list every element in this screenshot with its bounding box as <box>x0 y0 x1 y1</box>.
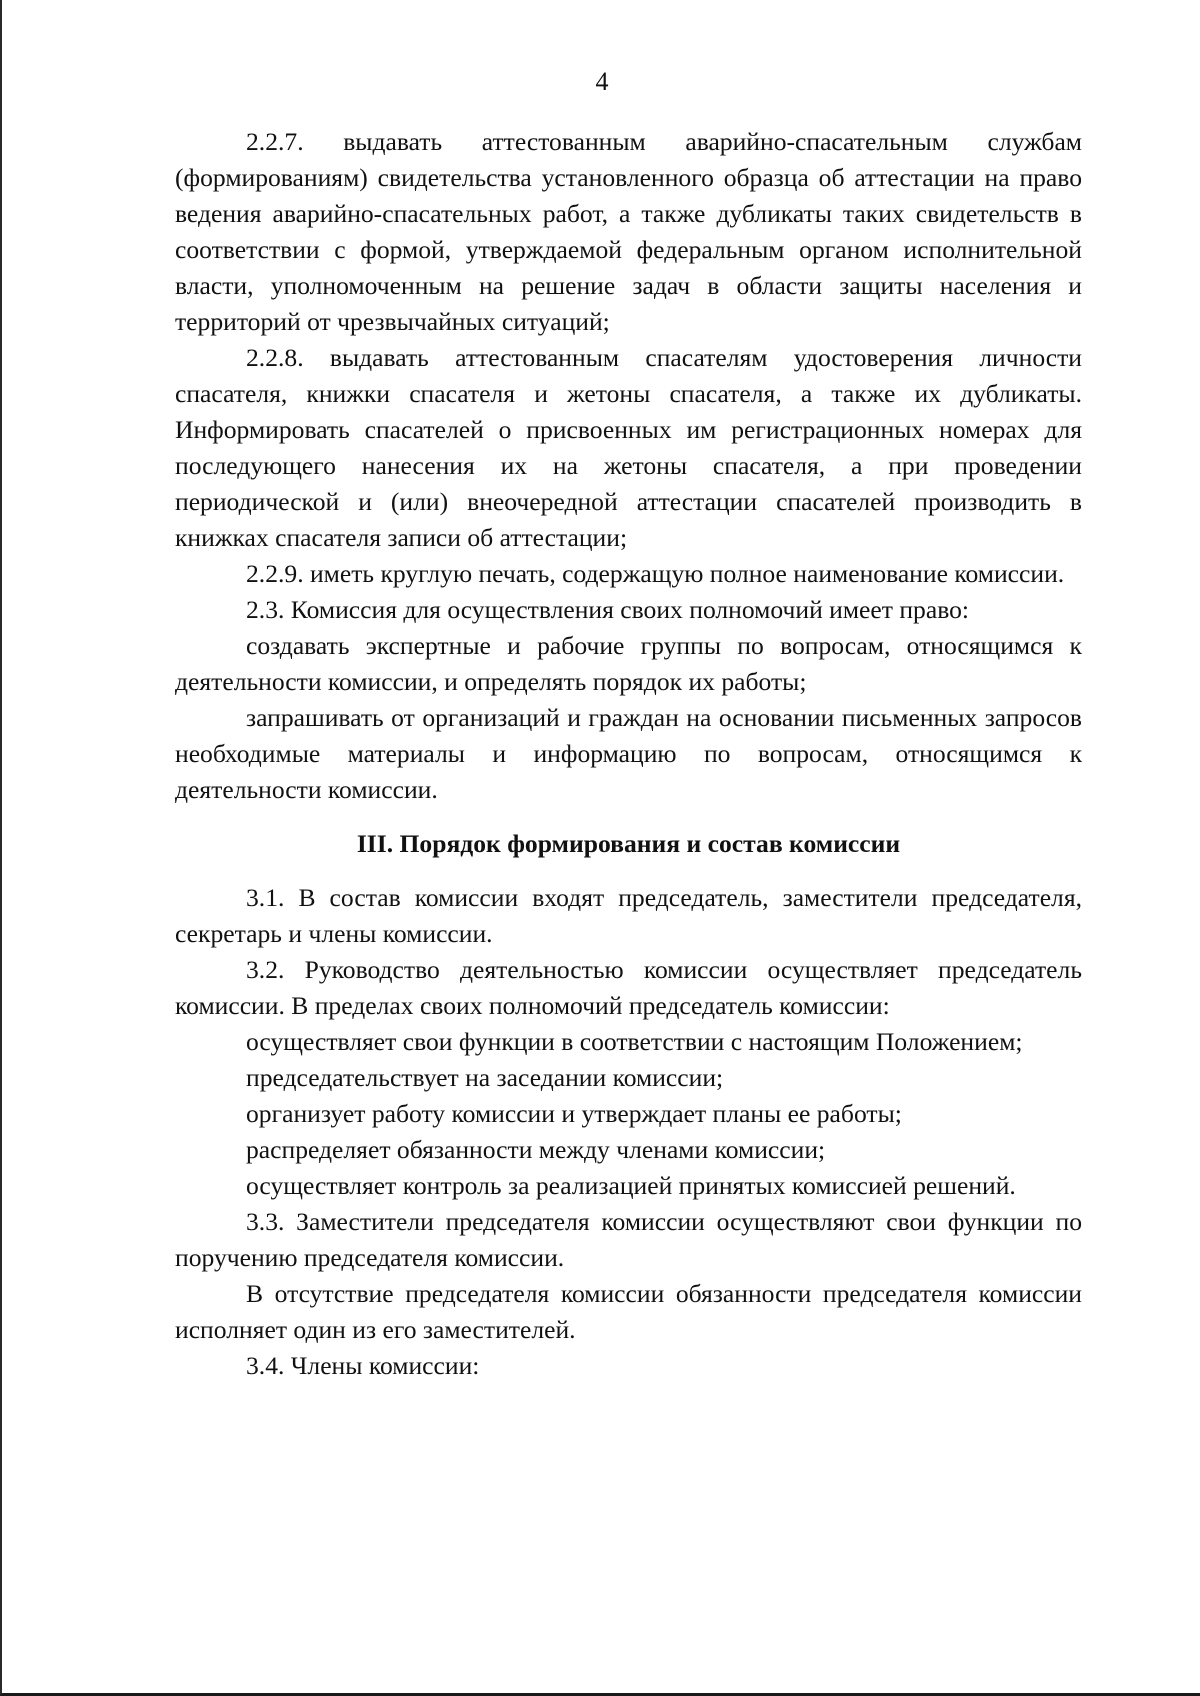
paragraph-2-2-9: 2.2.9. иметь круглую печать, содержащую полное наименование комиссии. <box>246 559 1065 588</box>
paragraph-2-2-7: 2.2.7. выдавать аттестованным аварийно-спасательным службам (формированиям) свидетельства установленного образца об аттестации на право ведения аварийно-спасательных работ, а также дубликаты таких свидетельств в соответствии с формой, утверждаемой федеральным органом исполнительной власти, уполномоченным на решение задач в области защиты населения и территорий от чрезвычайных ситуаций; <box>175 127 1082 336</box>
paragraph-deputy-replaces: В отсутствие председателя комиссии обязанности председателя комиссии исполняет один из его заместителей. <box>175 1279 1082 1344</box>
document-body <box>175 124 1082 1384</box>
paragraph-chair-organizes: организует работу комиссии и утверждает планы ее работы; <box>246 1099 902 1128</box>
paragraph-2-3: 2.3. Комиссия для осуществления своих полномочий имеет право: <box>246 595 970 624</box>
paragraph-2-2-8: 2.2.8. выдавать аттестованным спасателям удостоверения личности спасателя, книжки спасателя и жетоны спасателя, а также их дубликаты. Информировать спасателей о присвоенных им регистрационных номерах для последующего нанесения их на жетоны спасателя, а при проведении периодической и (или) внеочередной аттестации спасателей производить в книжках спасателя записи об аттестации; <box>175 343 1082 552</box>
paragraph-right-create-groups: создавать экспертные и рабочие группы по вопросам, относящимся к деятельности комиссии, и определять порядок их работы; <box>175 631 1082 696</box>
paragraph-chair-presides: председательствует на заседании комиссии; <box>246 1063 724 1092</box>
paragraph-chair-controls: осуществляет контроль за реализацией принятых комиссией решений. <box>246 1171 1016 1200</box>
paragraph-right-request-info: запрашивать от организаций и граждан на основании письменных запросов необходимые материалы и информацию по вопросам, относящимся к деятельности комиссии. <box>175 703 1082 804</box>
section-heading: III. Порядок формирования и состав комиссии <box>356 829 901 858</box>
paragraph-3-3: 3.3. Заместители председателя комиссии осуществляют свои функции по поручению председателя комиссии. <box>175 1207 1082 1272</box>
paragraph-3-1: 3.1. В состав комиссии входят председатель, заместители председателя, секретарь и члены комиссии. <box>175 883 1082 948</box>
paragraph-3-2: 3.2. Руководство деятельностью комиссии осуществляет председатель комиссии. В пределах своих полномочий председатель комиссии: <box>175 955 1082 1020</box>
page-number: 4 <box>595 67 609 96</box>
paragraph-chair-functions: осуществляет свои функции в соответствии с настоящим Положением; <box>246 1027 1023 1056</box>
paragraph-chair-distributes: распределяет обязанности между членами комиссии; <box>246 1135 826 1164</box>
paragraph-3-4: 3.4. Члены комиссии: <box>246 1351 480 1380</box>
